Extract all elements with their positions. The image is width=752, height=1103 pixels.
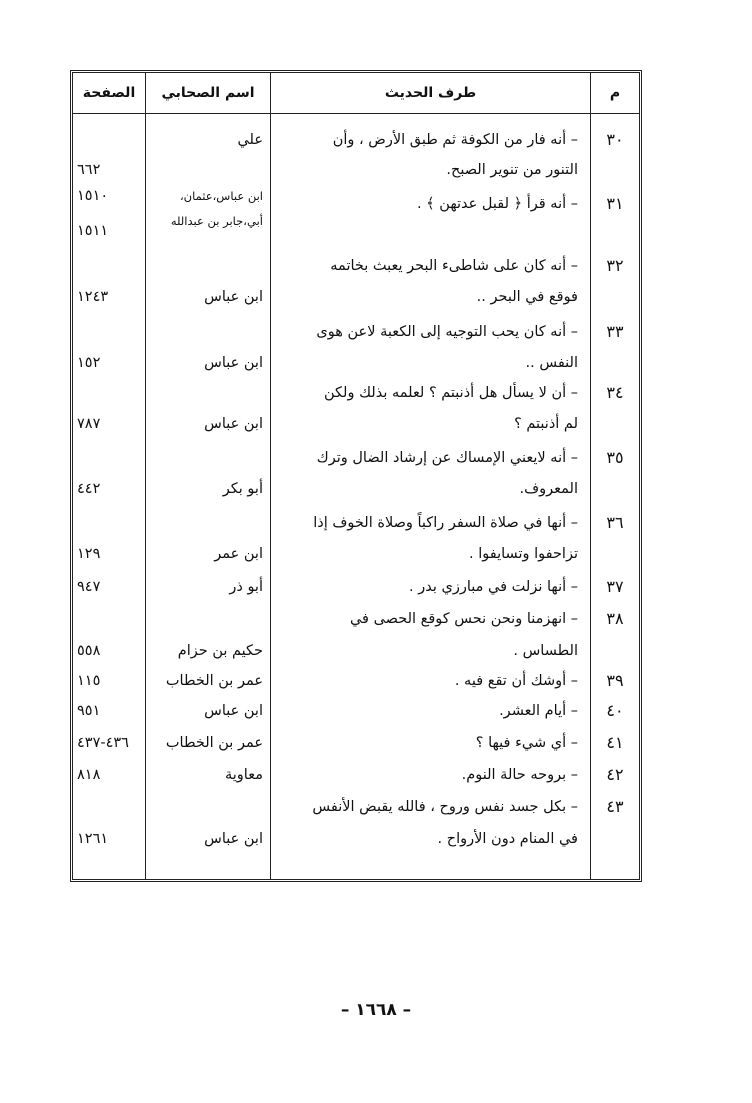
hadith-text: – أن لا يسأل هل أذنبتم ؟ لعلمه بذلك ولكن bbox=[324, 385, 578, 401]
hadith-index-table bbox=[70, 70, 642, 882]
column-divider bbox=[145, 73, 146, 879]
column-divider bbox=[270, 73, 271, 879]
hadith-text: – أنه كان يحب التوجيه إلى الكعبة لاعن هوى bbox=[316, 324, 578, 340]
header-hadith: طرف الحديث bbox=[384, 85, 477, 101]
page-reference: ١١٥ bbox=[77, 673, 101, 689]
row-number: ٣٧ bbox=[606, 577, 624, 596]
companion-name: عمر بن الخطاب bbox=[165, 735, 263, 751]
companion-name: ابن عباس bbox=[204, 416, 263, 432]
row-number: ٤٣ bbox=[606, 797, 624, 816]
page-reference: ٧٨٧ bbox=[77, 416, 101, 432]
row-number: ٣٦ bbox=[606, 513, 624, 532]
page-reference: ٩٥١ bbox=[77, 703, 101, 719]
hadith-text: – انهزمنا ونحن نحس كوقع الحصى في bbox=[349, 611, 578, 627]
hadith-text: التنور من تنوير الصبح. bbox=[446, 162, 578, 178]
companion-name: ابن عباس bbox=[204, 703, 263, 719]
page-reference: ٤٣٦-٤٣٧ bbox=[77, 735, 129, 751]
page-reference: ١٥٢ bbox=[77, 355, 101, 371]
hadith-text: – بكل جسد نفس وروح ، فالله يقبض الأنفس bbox=[312, 799, 578, 815]
row-number: ٣٣ bbox=[606, 322, 624, 341]
hadith-text: – أنها نزلت في مبارزي بدر . bbox=[409, 579, 578, 595]
page-reference: ١٥١٠ bbox=[77, 188, 109, 204]
page-reference: ٩٤٧ bbox=[77, 579, 101, 595]
hadith-text: النفس .. bbox=[525, 355, 578, 371]
companion-name: معاوية bbox=[225, 767, 263, 783]
hadith-text: – بروحه حالة النوم. bbox=[461, 767, 578, 783]
companion-name: ابن عباس bbox=[204, 831, 263, 847]
companion-name: ابن عباس bbox=[204, 289, 263, 305]
page-reference: ١٢٤٣ bbox=[77, 289, 109, 305]
row-number: ٣٤ bbox=[606, 383, 624, 402]
hadith-text: – أنه كان على شاطىء البحر يعبث بخاتمه bbox=[330, 258, 578, 274]
hadith-text: – أي شيء فيها ؟ bbox=[475, 735, 578, 751]
row-number: ٣٨ bbox=[606, 609, 624, 628]
companion-name: عمر بن الخطاب bbox=[165, 673, 263, 689]
hadith-text: – أنها في صلاة السفر راكباً وصلاة الخوف إذا bbox=[313, 515, 578, 531]
row-number: ٣٢ bbox=[606, 256, 624, 275]
hadith-text: لم أذنبتم ؟ bbox=[514, 416, 578, 432]
companion-name: ابن عباس bbox=[204, 355, 263, 371]
hadith-text: المعروف. bbox=[519, 481, 578, 497]
companion-name: علي bbox=[237, 132, 263, 148]
companion-name: أبو بكر bbox=[222, 481, 263, 497]
row-number: ٣١ bbox=[606, 194, 624, 213]
hadith-text: – أنه قرأ ﴿ لقبل عدتهن ﴾ . bbox=[416, 196, 578, 212]
row-number: ٣٠ bbox=[606, 130, 624, 149]
hadith-text: – أنه لايعني الإمساك عن إرشاد الضال وترك bbox=[316, 450, 578, 466]
row-number: ٤١ bbox=[606, 733, 624, 752]
page-reference: ١٢٦١ bbox=[77, 831, 109, 847]
hadith-text: في المنام دون الأرواح . bbox=[437, 831, 578, 847]
page-reference: ٨١٨ bbox=[77, 767, 101, 783]
header-companion: اسم الصحابي bbox=[161, 85, 255, 101]
hadith-text: – أوشك أن تقع فيه . bbox=[454, 673, 578, 689]
page-number: – ١٦٦٨ – bbox=[340, 1000, 412, 1020]
page-reference: ٦٦٢ bbox=[77, 162, 101, 178]
row-number: ٤٠ bbox=[606, 701, 624, 720]
companion-name: أبو ذر bbox=[229, 579, 263, 595]
row-number: ٤٢ bbox=[606, 765, 624, 784]
page-reference: ١٢٩ bbox=[77, 546, 101, 562]
companion-name: ابن عباس،عثمان، bbox=[179, 189, 263, 203]
hadith-text: الطساس . bbox=[513, 643, 578, 659]
companion-name: أبي،جابر بن عبدالله bbox=[170, 214, 263, 228]
header-number: م bbox=[609, 85, 621, 101]
header-page: الصفحة bbox=[82, 85, 136, 101]
row-number: ٣٩ bbox=[606, 671, 624, 690]
header-divider bbox=[73, 113, 639, 114]
hadith-text: – أيام العشر. bbox=[499, 703, 578, 719]
companion-name: حكيم بن حزام bbox=[177, 643, 263, 659]
row-number: ٣٥ bbox=[606, 448, 624, 467]
hadith-text: فوقع في البحر .. bbox=[476, 289, 578, 305]
companion-name: ابن عمر bbox=[214, 546, 263, 562]
page-reference: ٤٤٢ bbox=[77, 481, 101, 497]
page-reference: ١٥١١ bbox=[77, 223, 109, 239]
hadith-text: – أنه فار من الكوفة ثم طبق الأرض ، وأن bbox=[332, 132, 578, 148]
page-reference: ٥٥٨ bbox=[77, 643, 101, 659]
hadith-text: تزاحفوا وتسايفوا . bbox=[469, 546, 578, 562]
